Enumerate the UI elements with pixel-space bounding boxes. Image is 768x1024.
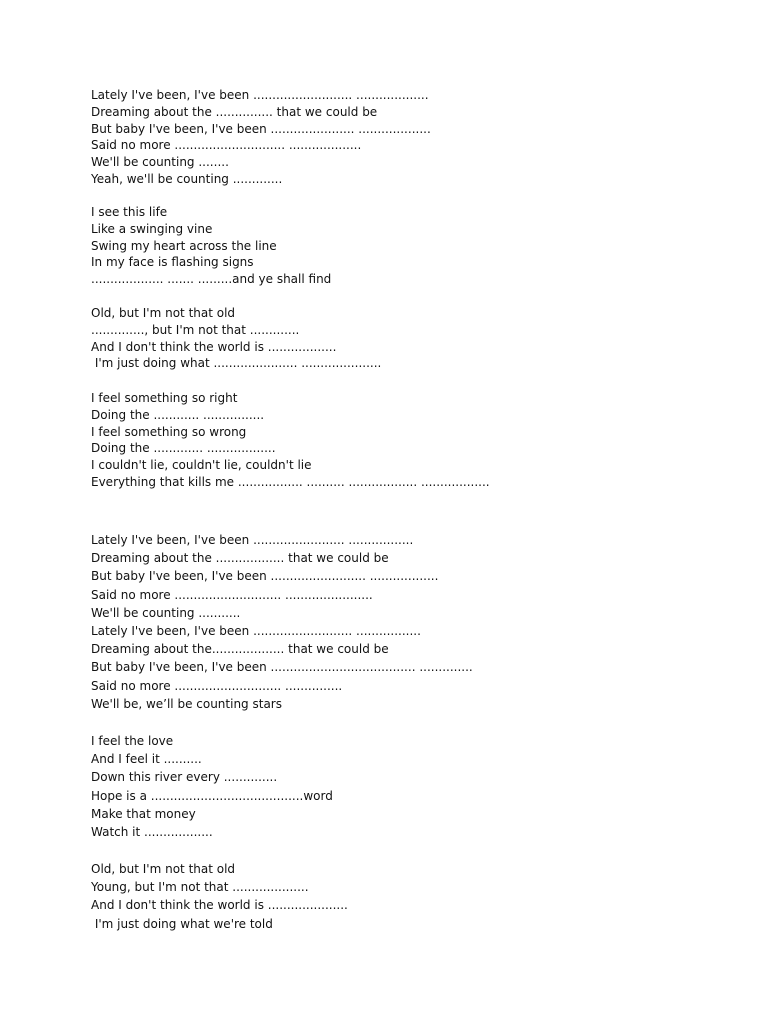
- lyric-line: Dreaming about the................... that we could be: [91, 642, 389, 657]
- lyric-line: Dreaming about the ............... that we could be: [91, 104, 378, 119]
- lyric-line: I'm just doing what ...................... .....................: [91, 356, 382, 371]
- lyric-line: I couldn't lie, couldn't lie, couldn't lie: [91, 458, 312, 473]
- lyric-line: Old, but I'm not that old: [91, 306, 236, 320]
- lyric-line: I see this life: [91, 205, 168, 219]
- stanza-verse-2: [91, 204, 331, 288]
- lyric-line: And I feel it ..........: [91, 752, 202, 767]
- lyric-line: ................... ....... .........and ye shall find: [91, 272, 332, 287]
- lyric-line: But baby I've been, I've been ......................... ..................: [91, 569, 439, 584]
- lyric-line: Swing my heart across the line: [91, 238, 277, 253]
- lyric-line: But baby I've been, I've been ...................................... ..............: [91, 660, 473, 675]
- lyric-line: Young, but I'm not that ....................: [91, 880, 309, 895]
- lyric-line: Said no more ............................ ...............: [91, 678, 343, 693]
- lyric-line: I feel something so right: [91, 391, 238, 405]
- lyric-line: Make that money: [91, 806, 196, 821]
- stanza-chorus-2: [91, 531, 473, 713]
- lyric-line: Down this river every ..............: [91, 770, 278, 785]
- lyric-line: We'll be, we’ll be counting stars: [91, 696, 282, 711]
- lyric-line: We'll be counting ...........: [91, 605, 241, 620]
- lyric-line: Old, but I'm not that old: [91, 862, 236, 876]
- lyric-line: We'll be counting ........: [91, 155, 229, 170]
- lyric-line: Said no more ............................. ...................: [91, 138, 362, 153]
- lyric-line: And I don't think the world is ..................: [91, 339, 337, 354]
- stanza-pre-chorus-2: [91, 860, 348, 933]
- lyric-line: I'm just doing what we're told: [91, 916, 273, 931]
- lyric-line: Dreaming about the .................. that we could be: [91, 551, 389, 566]
- lyric-line: Lately I've been, I've been .......................... ...................: [91, 88, 429, 102]
- lyric-line: Said no more ............................ .......................: [91, 587, 373, 602]
- lyric-line: Lately I've been, I've been .......................... .................: [91, 623, 421, 638]
- lyric-line: I feel something so wrong: [91, 424, 247, 439]
- lyric-line: Hope is a ........................................word: [91, 788, 333, 803]
- lyric-line: But baby I've been, I've been ...................... ...................: [91, 121, 431, 136]
- lyric-line: In my face is flashing signs: [91, 255, 254, 270]
- lyric-line: Yeah, we'll be counting .............: [91, 171, 283, 186]
- lyric-line: I feel the love: [91, 734, 174, 748]
- lyric-line: Everything that kills me ................. .......... .................. ..................: [91, 474, 490, 489]
- lyric-line: Watch it ..................: [91, 824, 213, 839]
- stanza-pre-chorus-1: [91, 305, 381, 372]
- lyric-line: Doing the ............ ................: [91, 407, 265, 422]
- lyric-line: Like a swinging vine: [91, 221, 213, 236]
- stanza-bridge-1: [91, 390, 490, 491]
- lyric-line: Doing the ............. ..................: [91, 441, 276, 456]
- lyric-line: .............., but I'm not that .............: [91, 322, 300, 337]
- lyric-line: Lately I've been, I've been ........................ .................: [91, 533, 414, 547]
- lyric-line: And I don't think the world is .....................: [91, 898, 348, 913]
- stanza-verse-3: [91, 732, 333, 841]
- stanza-verse-1: [91, 87, 431, 188]
